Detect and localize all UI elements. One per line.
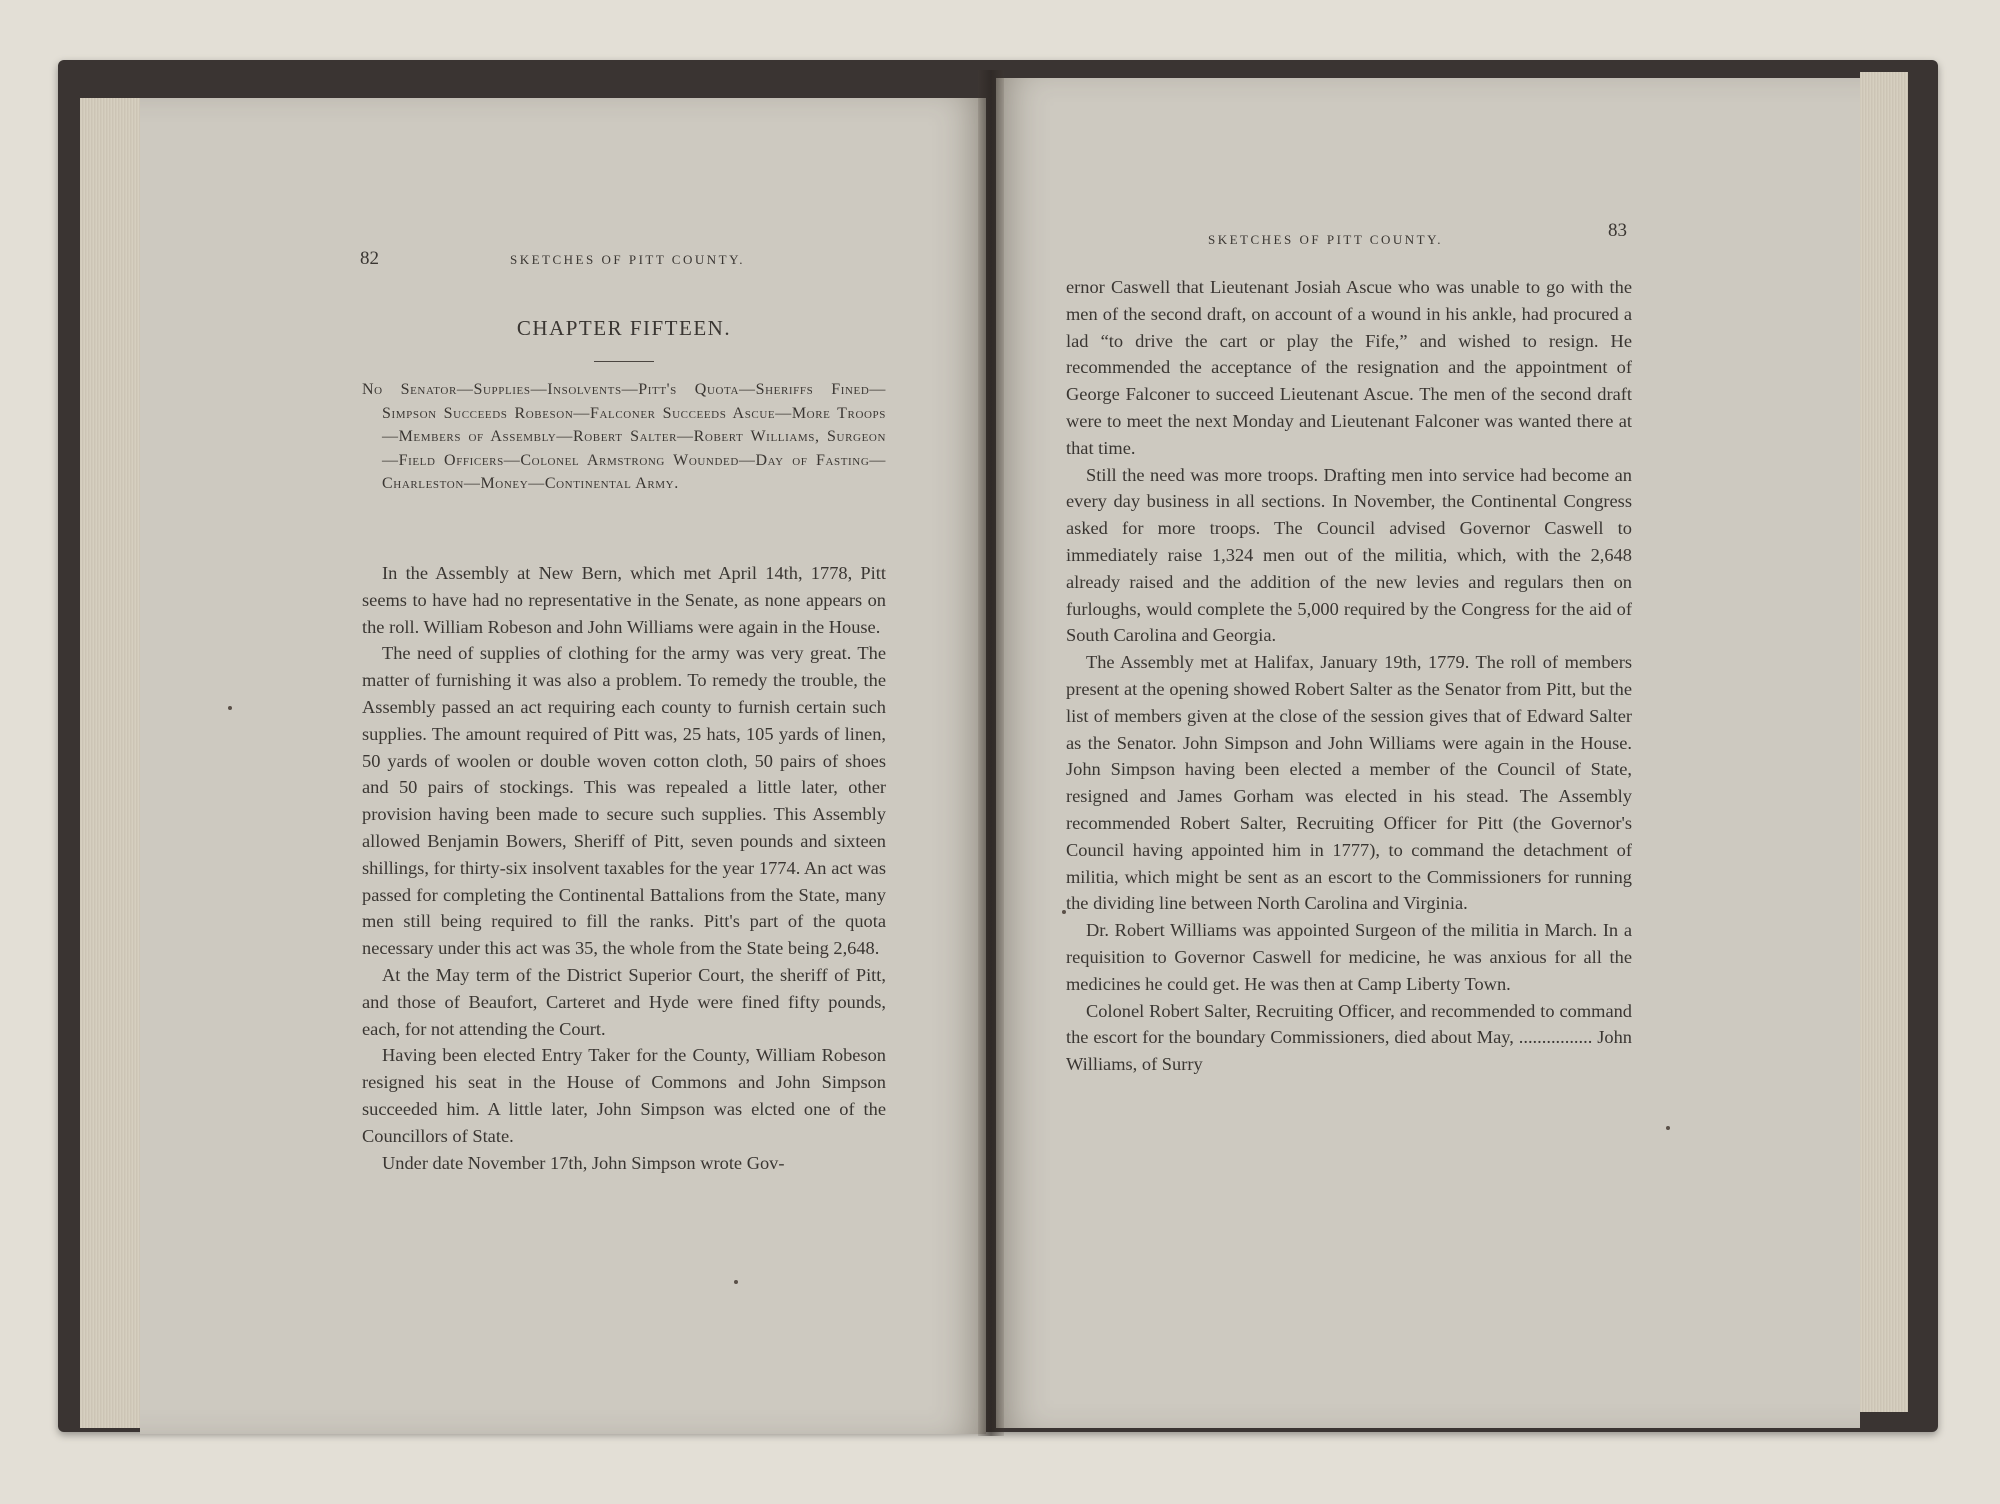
paragraph: In the Assembly at New Bern, which met April 14th, 1778, Pitt seems to have had no representative in the Senate, as none appears on the roll. William Robeson and John Williams were again in the House. <box>362 563 886 637</box>
right-page-number: 83 <box>1608 220 1627 241</box>
paragraph: Dr. Robert Williams was appointed Surgeon of the militia in March. In a requisition to Governor Caswell for medicine, he was anxious for all the medicines he could get. He was then at Camp Liberty Town. <box>1066 920 1632 994</box>
paragraph: Still the need was more troops. Drafting men into service had become an every day business in all sections. In November, the Continental Congress asked for more troops. The Council advised Governor Caswell to immediately raise 1,324 men out of the militia, which, with the 2,648 already raised and the addition of the new levies and regulars then on furloughs, would complete the 5,000 required by the Congress for the aid of South Carolina and Georgia. <box>1066 464 1632 646</box>
paper-fleck <box>734 1280 738 1284</box>
right-running-title: SKETCHES OF PITT COUNTY. <box>1208 232 1444 247</box>
paragraph: Under date November 17th, John Simpson wrote Gov- <box>382 1152 785 1173</box>
left-running-head <box>360 248 890 268</box>
chapter-title: CHAPTER FIFTEEN. <box>516 316 732 340</box>
paragraph: Colonel Robert Salter, Recruiting Officer, and recommended to command the escort for the boundary Commissioners, died about May, ................ John Williams, of Surry <box>1066 1000 1632 1075</box>
right-page <box>996 78 1860 1428</box>
book-spine-gutter <box>978 70 1004 1436</box>
left-body-text <box>362 560 886 1176</box>
chapter-synopsis: No Senator—Supplies—Insolvents—Pitt's Quota—Sheriffs Fined—Simpson Succeeds Robeson—Falconer Succeeds Ascue—More Troops—Members of Assembly—Robert Salter—Robert Williams, Surgeon—Field Officers—Colonel Armstrong Wounded—Day of Fasting—Charleston—Money—Continental Army. <box>362 381 886 492</box>
paragraph: At the May term of the District Superior Court, the sheriff of Pitt, and those of Beaufort, Carteret and Hyde were fined fifty pounds, each, for not attending the Court. <box>362 964 886 1039</box>
left-page-number: 82 <box>360 248 379 269</box>
left-page <box>140 98 986 1434</box>
right-page-edges <box>1860 72 1908 1412</box>
paragraph: ernor Caswell that Lieutenant Josiah Ascue who was unable to go with the men of the second draft, on account of a wound in his ankle, had procured a lad “to drive the cart or play the Fife,” and wished to resign. He recommended the acceptance of the resignation and the appointment of George Falconer to succeed Lieutenant Ascue. The men of the second draft were to meet the next Monday and Lieutenant Falconer was wanted there at that time. <box>1066 277 1632 458</box>
right-running-head <box>1208 220 1638 248</box>
paper-fleck <box>228 706 232 710</box>
right-body-text <box>1066 274 1632 1078</box>
left-page-edges <box>80 98 140 1428</box>
paragraph: Having been elected Entry Taker for the County, William Robeson resigned his seat in the House of Commons and John Simpson succeeded him. A little later, John Simpson was elcted one of the Councillors of State. <box>362 1045 886 1146</box>
paper-fleck <box>1666 1126 1670 1130</box>
paper-fleck <box>1062 910 1066 914</box>
paragraph: The need of supplies of clothing for the army was very great. The matter of furnishing it was also a problem. To remedy the trouble, the Assembly passed an act requiring each county to furnish certain such supplies. The amount required of Pitt was, 25 hats, 105 yards of linen, 50 yards of woolen or double woven cotton cloth, 50 pairs of shoes and 50 pairs of stockings. This was repealed a little later, other provision having been made to secure such supplies. This Assembly allowed Benjamin Bowers, Sheriff of Pitt, seven pounds and sixteen shillings, for thirty-six insolvent taxables for the year 1774. An act was passed for completing the Continental Battalions from the State, many men still being required to fill the ranks. Pitt's part of the quota necessary under this act was 35, the whole from the State being 2,648. <box>362 643 886 959</box>
chapter-rule <box>594 361 654 362</box>
left-running-title: SKETCHES OF PITT COUNTY. <box>510 252 746 267</box>
paragraph: The Assembly met at Halifax, January 19th, 1779. The roll of members present at the opening showed Robert Salter as the Senator from Pitt, but the list of members given at the close of the session gives that of Edward Salter as the Senator. John Simpson and John Williams were again in the House. John Simpson having been elected a member of the Council of State, resigned and James Gorham was elected in his stead. The Assembly recommended Robert Salter, Recruiting Officer for Pitt (the Governor's Council having appointed him in 1777), to command the detachment of militia, which might be sent as an escort to the Commissioners for running the dividing line between North Carolina and Virginia. <box>1066 652 1632 914</box>
